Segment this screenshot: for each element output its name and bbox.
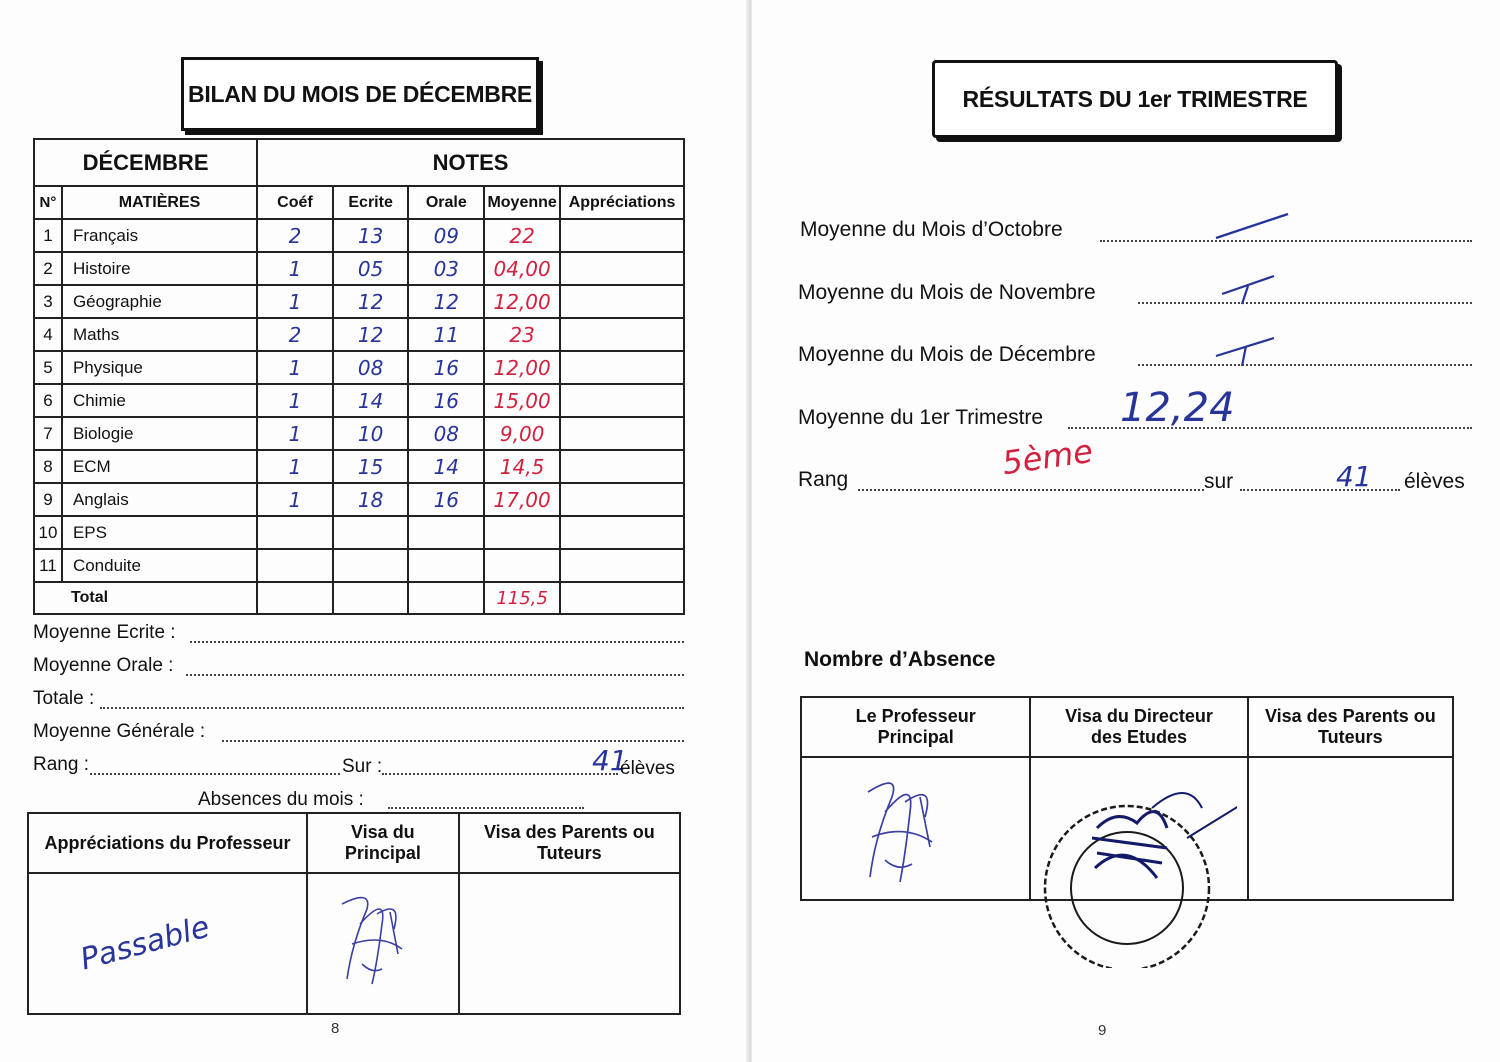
row-number: 10 bbox=[34, 516, 62, 549]
row-appreciation bbox=[560, 483, 684, 516]
visa-principal-header: Visa du Principal bbox=[307, 813, 459, 873]
col-orale: Orale bbox=[408, 186, 484, 219]
trimestre-value: 12,24 bbox=[1120, 385, 1235, 431]
right-page bbox=[752, 0, 1500, 1062]
principal-signature bbox=[332, 884, 422, 994]
left-title: BILAN DU MOIS DE DÉCEMBRE bbox=[181, 57, 539, 131]
row-number: 6 bbox=[34, 384, 62, 417]
table-row bbox=[34, 351, 684, 384]
row-ecrite bbox=[333, 549, 409, 582]
row-orale: 03 bbox=[408, 252, 484, 285]
row-orale: 16 bbox=[408, 384, 484, 417]
row-subject: Conduite bbox=[62, 549, 257, 582]
row-number: 11 bbox=[34, 549, 62, 582]
row-appreciation bbox=[560, 252, 684, 285]
visa-parents-header-right: Visa des Parents ou Tuteurs bbox=[1248, 697, 1453, 757]
sur-value-right: 41 bbox=[1336, 460, 1372, 493]
col-subject: MATIÈRES bbox=[62, 186, 257, 219]
total-coef bbox=[257, 582, 333, 614]
row-subject: Chimie bbox=[62, 384, 257, 417]
row-ecrite: 05 bbox=[333, 252, 409, 285]
row-subject: Anglais bbox=[62, 483, 257, 516]
decembre-dots bbox=[1138, 364, 1472, 366]
appr-prof-cell bbox=[28, 873, 307, 1014]
moyenne-ecrite-dots bbox=[190, 641, 684, 643]
moyenne-generale-label: Moyenne Générale : bbox=[33, 721, 206, 742]
row-orale: 14 bbox=[408, 450, 484, 483]
right-signature-table bbox=[800, 696, 1454, 901]
row-appreciation bbox=[560, 285, 684, 318]
row-number: 8 bbox=[34, 450, 62, 483]
row-subject: Maths bbox=[62, 318, 257, 351]
row-appreciation bbox=[560, 417, 684, 450]
sur-dots bbox=[382, 773, 618, 775]
row-orale: 16 bbox=[408, 351, 484, 384]
table-row bbox=[34, 285, 684, 318]
row-appreciation bbox=[560, 318, 684, 351]
col-coef: Coéf bbox=[257, 186, 333, 219]
prof-principal-signature bbox=[850, 762, 950, 892]
row-moyenne: 22 bbox=[484, 219, 560, 252]
row-moyenne: 23 bbox=[484, 318, 560, 351]
row-moyenne: 04,00 bbox=[484, 252, 560, 285]
row-subject: Physique bbox=[62, 351, 257, 384]
total-label: Total bbox=[34, 582, 257, 614]
col-moyenne: Moyenne bbox=[484, 186, 560, 219]
row-ecrite bbox=[333, 516, 409, 549]
row-ecrite: 14 bbox=[333, 384, 409, 417]
sur-value: 41 bbox=[592, 744, 628, 777]
row-coef: 1 bbox=[257, 252, 333, 285]
left-page bbox=[0, 0, 748, 1062]
table-row bbox=[34, 450, 684, 483]
decembre-dash bbox=[1212, 332, 1278, 368]
sur-dots-right bbox=[1240, 489, 1400, 491]
row-appreciation bbox=[560, 450, 684, 483]
total-appr bbox=[560, 582, 684, 614]
row-subject: Géographie bbox=[62, 285, 257, 318]
row-coef: 2 bbox=[257, 219, 333, 252]
left-signature-table bbox=[27, 812, 681, 1015]
absence-label: Nombre d’Absence bbox=[804, 648, 996, 671]
col-no: N° bbox=[34, 186, 62, 219]
decembre-label: Moyenne du Mois de Décembre bbox=[798, 343, 1096, 366]
row-coef: 1 bbox=[257, 285, 333, 318]
col-ecrite: Ecrite bbox=[333, 186, 409, 219]
moyenne-orale-label: Moyenne Orale : bbox=[33, 655, 174, 676]
row-appreciation bbox=[560, 219, 684, 252]
row-orale bbox=[408, 549, 484, 582]
table-row bbox=[34, 549, 684, 582]
octobre-label: Moyenne du Mois d’Octobre bbox=[800, 218, 1063, 241]
row-number: 2 bbox=[34, 252, 62, 285]
eleves-label-right: élèves bbox=[1404, 470, 1465, 493]
moyenne-ecrite-label: Moyenne Ecrite : bbox=[33, 622, 176, 643]
month-header: DÉCEMBRE bbox=[34, 139, 257, 186]
row-number: 1 bbox=[34, 219, 62, 252]
row-orale: 08 bbox=[408, 417, 484, 450]
table-row bbox=[34, 252, 684, 285]
sur-label-right: sur bbox=[1204, 470, 1234, 493]
row-moyenne bbox=[484, 549, 560, 582]
row-coef bbox=[257, 516, 333, 549]
row-orale: 09 bbox=[408, 219, 484, 252]
visa-parents-cell bbox=[459, 873, 680, 1014]
directeur-stamp bbox=[1037, 768, 1237, 968]
moyenne-generale-dots bbox=[222, 740, 684, 742]
visa-parents-cell-right bbox=[1248, 757, 1453, 900]
moyenne-orale-dots bbox=[186, 674, 684, 676]
total-orale bbox=[408, 582, 484, 614]
row-moyenne: 9,00 bbox=[484, 417, 560, 450]
trimestre-label: Moyenne du 1er Trimestre bbox=[798, 406, 1044, 429]
row-coef: 1 bbox=[257, 384, 333, 417]
row-moyenne: 17,00 bbox=[484, 483, 560, 516]
row-number: 7 bbox=[34, 417, 62, 450]
row-moyenne: 15,00 bbox=[484, 384, 560, 417]
page-number-left: 8 bbox=[331, 1020, 340, 1037]
novembre-dots bbox=[1138, 302, 1472, 304]
table-row bbox=[34, 483, 684, 516]
appr-prof-header: Appréciations du Professeur bbox=[28, 813, 307, 873]
rang-label-right: Rang bbox=[798, 468, 849, 491]
col-appreciations: Appréciations bbox=[560, 186, 684, 219]
absences-label: Absences du mois : bbox=[198, 789, 364, 810]
row-moyenne: 12,00 bbox=[484, 351, 560, 384]
row-coef: 1 bbox=[257, 450, 333, 483]
table-row bbox=[34, 516, 684, 549]
row-moyenne bbox=[484, 516, 560, 549]
row-subject: ECM bbox=[62, 450, 257, 483]
row-ecrite: 15 bbox=[333, 450, 409, 483]
table-row bbox=[34, 384, 684, 417]
rang-label: Rang : bbox=[33, 754, 89, 775]
page-number-right: 9 bbox=[1098, 1022, 1107, 1039]
row-coef bbox=[257, 549, 333, 582]
row-coef: 1 bbox=[257, 351, 333, 384]
row-subject: Histoire bbox=[62, 252, 257, 285]
absences-dots bbox=[388, 807, 584, 809]
visa-parents-header: Visa des Parents ou Tuteurs bbox=[459, 813, 680, 873]
row-orale: 11 bbox=[408, 318, 484, 351]
total-value: 115,5 bbox=[484, 582, 560, 614]
novembre-dash bbox=[1218, 270, 1278, 306]
sur-label: Sur : bbox=[342, 756, 383, 777]
prof-principal-cell bbox=[801, 757, 1030, 900]
row-moyenne: 14,5 bbox=[484, 450, 560, 483]
row-ecrite: 08 bbox=[333, 351, 409, 384]
row-number: 9 bbox=[34, 483, 62, 516]
row-coef: 1 bbox=[257, 483, 333, 516]
row-subject: Français bbox=[62, 219, 257, 252]
table-row bbox=[34, 417, 684, 450]
visa-principal-cell bbox=[307, 873, 459, 1014]
table-row bbox=[34, 219, 684, 252]
prof-principal-header: Le Professeur Principal bbox=[801, 697, 1030, 757]
row-ecrite: 13 bbox=[333, 219, 409, 252]
row-appreciation bbox=[560, 351, 684, 384]
row-moyenne: 12,00 bbox=[484, 285, 560, 318]
row-orale: 12 bbox=[408, 285, 484, 318]
row-ecrite: 12 bbox=[333, 318, 409, 351]
notes-header: NOTES bbox=[257, 139, 684, 186]
total-ecrite bbox=[333, 582, 409, 614]
visa-directeur-cell bbox=[1030, 757, 1247, 900]
row-appreciation bbox=[560, 549, 684, 582]
row-ecrite: 18 bbox=[333, 483, 409, 516]
row-subject: Biologie bbox=[62, 417, 257, 450]
row-appreciation bbox=[560, 516, 684, 549]
totale-label: Totale : bbox=[33, 688, 95, 709]
rang-dots-right bbox=[858, 489, 1204, 491]
octobre-dash bbox=[1212, 210, 1292, 242]
row-subject: EPS bbox=[62, 516, 257, 549]
row-number: 3 bbox=[34, 285, 62, 318]
table-row bbox=[34, 318, 684, 351]
rang-dots bbox=[90, 773, 340, 775]
eleves-label: élèves bbox=[620, 758, 675, 779]
row-ecrite: 10 bbox=[333, 417, 409, 450]
visa-directeur-header: Visa du Directeur des Etudes bbox=[1030, 697, 1247, 757]
row-number: 4 bbox=[34, 318, 62, 351]
row-number: 5 bbox=[34, 351, 62, 384]
totale-dots bbox=[100, 707, 684, 709]
row-orale: 16 bbox=[408, 483, 484, 516]
row-orale bbox=[408, 516, 484, 549]
appr-prof-value: Passable bbox=[76, 909, 214, 978]
row-ecrite: 12 bbox=[333, 285, 409, 318]
row-appreciation bbox=[560, 384, 684, 417]
row-coef: 2 bbox=[257, 318, 333, 351]
right-title: RÉSULTATS DU 1er TRIMESTRE bbox=[932, 60, 1338, 138]
novembre-label: Moyenne du Mois de Novembre bbox=[798, 281, 1096, 304]
row-coef: 1 bbox=[257, 417, 333, 450]
rang-value-right: 5ème bbox=[999, 431, 1096, 483]
notes-table bbox=[33, 138, 685, 615]
